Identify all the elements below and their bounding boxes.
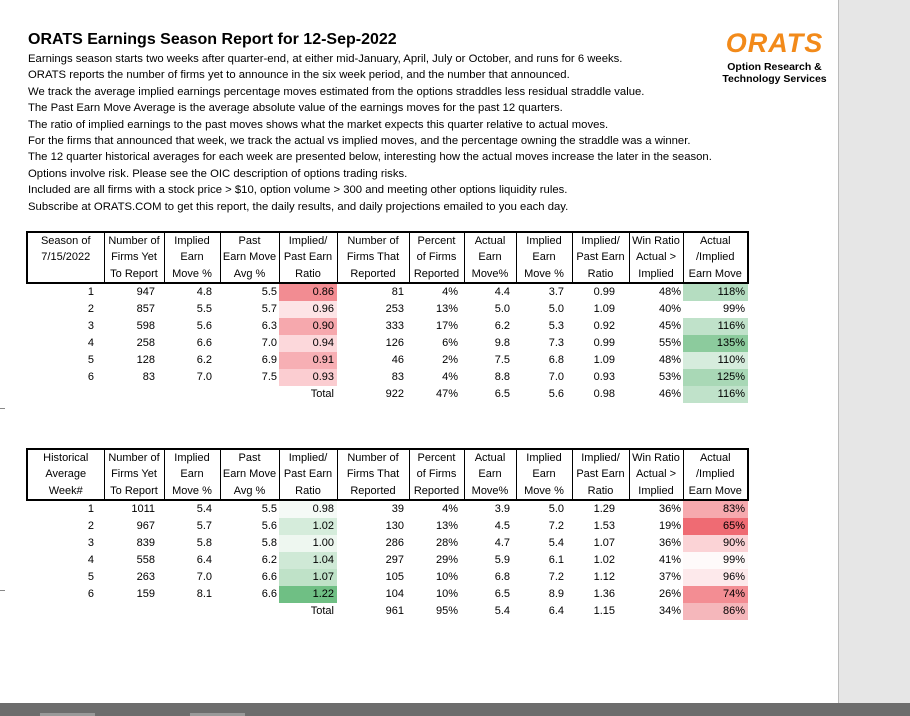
- table-cell: 39: [391, 503, 404, 516]
- table-cell: 53%: [658, 371, 681, 384]
- empty-cell: [27, 603, 104, 620]
- table-cell: 3: [87, 320, 94, 333]
- empty-cell: [220, 386, 279, 403]
- table-cell: 37%: [658, 571, 681, 584]
- column-header: Move %: [164, 266, 220, 283]
- header-row: [27, 449, 748, 466]
- column-header: Avg %: [220, 483, 279, 500]
- total-cell: 1.15: [593, 605, 615, 618]
- table-cell: 6.4: [196, 554, 212, 567]
- total-row: [27, 603, 748, 620]
- table-cell: 6.6: [261, 571, 277, 584]
- table-cell: 5.7: [261, 303, 277, 316]
- table-cell: 5.5: [196, 303, 212, 316]
- table-cell: 5.0: [548, 503, 564, 516]
- column-header: Implied: [164, 232, 220, 249]
- column-header: Implied: [516, 232, 572, 249]
- table-cell: 8.8: [494, 371, 510, 384]
- column-header: Move %: [516, 266, 572, 283]
- table-cell: 126: [385, 337, 404, 350]
- table-cell: 6.1: [548, 554, 564, 567]
- table-cell: 110%: [683, 352, 748, 369]
- report-title: ORATS Earnings Season Report for 12-Sep-2022: [28, 31, 397, 48]
- logo-wordmark: ORATS: [725, 28, 824, 58]
- column-header: Earn Move: [220, 249, 279, 265]
- table-cell: 36%: [658, 503, 681, 516]
- table-cell: 558: [136, 554, 155, 567]
- column-header: Earn: [516, 249, 572, 265]
- table-cell: 41%: [658, 554, 681, 567]
- table-cell: 6.5: [494, 588, 510, 601]
- column-header: Earn: [164, 249, 220, 265]
- table-cell: 2%: [442, 354, 458, 367]
- table-cell: 0.92: [593, 320, 615, 333]
- table-cell: 8.1: [196, 588, 212, 601]
- table-cell: 4.7: [494, 537, 510, 550]
- column-header: Reported: [337, 266, 409, 283]
- column-header: Historical: [27, 449, 104, 466]
- empty-cell: [104, 603, 164, 620]
- column-header: Firms That: [337, 249, 409, 265]
- column-header: Season of: [27, 232, 104, 249]
- table-cell: 0.93: [593, 371, 615, 384]
- total-cell: 86%: [683, 603, 748, 620]
- table-cell: 0.93: [279, 369, 337, 386]
- table-cell: 263: [136, 571, 155, 584]
- table-cell: 48%: [658, 286, 681, 299]
- intro-line: For the firms that announced that week, we track the actual vs implied moves, and the percentage owning the straddle was a winner.: [28, 135, 691, 148]
- table-cell: 13%: [435, 303, 458, 316]
- table-cell: 6.8: [494, 571, 510, 584]
- column-header: Actual: [683, 232, 748, 249]
- column-header: of Firms: [409, 249, 464, 265]
- table-cell: 130: [385, 520, 404, 533]
- table-cell: 1.22: [279, 586, 337, 603]
- table-cell: 5.9: [494, 554, 510, 567]
- table-cell: 1.07: [279, 569, 337, 586]
- table-cell: 3: [87, 537, 94, 550]
- table-cell: 1.02: [279, 518, 337, 535]
- column-header: Earn: [464, 249, 516, 265]
- total-cell: 95%: [435, 605, 458, 618]
- table-cell: 5.4: [548, 537, 564, 550]
- table-cell: 128: [136, 354, 155, 367]
- column-header: Implied: [629, 266, 683, 283]
- column-header: Actual: [683, 449, 748, 466]
- table-cell: 1.09: [593, 354, 615, 367]
- table-cell: 83: [391, 371, 404, 384]
- table-row: [27, 500, 748, 518]
- table-cell: 5.5: [261, 286, 277, 299]
- table-row: [27, 518, 748, 535]
- intro-line: Subscribe at ORATS.COM to get this report, the daily results, and daily projections emailed to you each day.: [28, 200, 569, 213]
- column-header: Implied: [164, 449, 220, 466]
- column-header: Earn Move: [683, 266, 748, 283]
- table-cell: 7.3: [548, 337, 564, 350]
- table-cell: 6.8: [548, 354, 564, 367]
- intro-line: The Past Earn Move Average is the average absolute value of the earnings moves for the past 12 quarters.: [28, 102, 563, 115]
- table-cell: 1: [87, 286, 94, 299]
- column-header: Past Earn: [572, 249, 629, 265]
- table-cell: 6.2: [196, 354, 212, 367]
- column-header: Win Ratio: [629, 449, 683, 466]
- intro-line: Options involve risk. Please see the OIC description of options trading risks.: [28, 167, 408, 180]
- column-header: Past Earn: [279, 466, 337, 482]
- table-cell: 1.07: [593, 537, 615, 550]
- table-row: [27, 335, 748, 352]
- empty-cell: [27, 386, 104, 403]
- table-cell: 0.99: [593, 337, 615, 350]
- table-cell: 83%: [683, 500, 748, 518]
- total-label: Total: [310, 605, 334, 618]
- table-cell: 857: [136, 303, 155, 316]
- table-cell: 1.36: [593, 588, 615, 601]
- column-header: Earn: [464, 466, 516, 482]
- table-cell: 7.0: [548, 371, 564, 384]
- table-cell: 8.9: [548, 588, 564, 601]
- column-header: Win Ratio: [629, 232, 683, 249]
- header-row: [27, 266, 748, 283]
- table-cell: 5.0: [548, 303, 564, 316]
- header-row: [27, 232, 748, 249]
- empty-cell: [104, 386, 164, 403]
- table-cell: 125%: [683, 369, 748, 386]
- table-cell: 6: [87, 371, 94, 384]
- season-table: [26, 231, 749, 403]
- table-cell: 99%: [683, 301, 748, 318]
- total-cell: 6.4: [548, 605, 564, 618]
- column-header: Number of: [337, 232, 409, 249]
- table-cell: 1.29: [593, 503, 615, 516]
- table-cell: 7.2: [548, 520, 564, 533]
- column-header: Actual: [464, 232, 516, 249]
- table-row: [27, 301, 748, 318]
- table-cell: 0.94: [279, 335, 337, 352]
- column-header: Number of: [104, 449, 164, 466]
- table-cell: 839: [136, 537, 155, 550]
- total-cell: 5.4: [494, 605, 510, 618]
- total-cell: 34%: [658, 605, 681, 618]
- total-cell: 6.5: [494, 388, 510, 401]
- intro-line: The 12 quarter historical averages for each week are presented below, interesting how the actual moves increase the later in the season.: [28, 151, 712, 164]
- intro-line: Included are all firms with a stock price > $10, option volume > 300 and meeting other options liquidity rules.: [28, 184, 568, 197]
- column-header: Number of: [337, 449, 409, 466]
- table-row: [27, 369, 748, 386]
- column-header: Actual >: [629, 466, 683, 482]
- table-cell: 5: [87, 354, 94, 367]
- table-cell: 5.8: [261, 537, 277, 550]
- column-header: of Firms: [409, 466, 464, 482]
- table-cell: 253: [385, 303, 404, 316]
- column-header: Reported: [409, 483, 464, 500]
- table-cell: 65%: [683, 518, 748, 535]
- total-row: [27, 386, 748, 403]
- table-cell: 1.53: [593, 520, 615, 533]
- header-row: [27, 483, 748, 500]
- table-cell: 1011: [131, 503, 155, 516]
- table-cell: 4.5: [494, 520, 510, 533]
- column-header: Reported: [337, 483, 409, 500]
- table-cell: 5.6: [261, 520, 277, 533]
- table-cell: 7.5: [261, 371, 277, 384]
- column-header: Past Earn: [572, 466, 629, 482]
- table-cell: 135%: [683, 335, 748, 352]
- table-cell: 6.2: [494, 320, 510, 333]
- column-header: Move %: [516, 483, 572, 500]
- column-header: /Implied: [683, 466, 748, 482]
- table-cell: 297: [385, 554, 404, 567]
- table-cell: 4.8: [196, 286, 212, 299]
- table-cell: 967: [136, 520, 155, 533]
- table-row: [27, 352, 748, 369]
- table-cell: 0.91: [279, 352, 337, 369]
- table-cell: 1.09: [593, 303, 615, 316]
- table-cell: 0.96: [279, 301, 337, 318]
- viewer-bottom-bar: [0, 703, 910, 716]
- table-cell: 947: [136, 286, 155, 299]
- total-cell: 47%: [435, 388, 458, 401]
- empty-cell: [164, 603, 220, 620]
- table-cell: 83: [142, 371, 155, 384]
- table-cell: 2: [87, 520, 94, 533]
- column-header: Firms Yet: [104, 249, 164, 265]
- table-cell: 9.8: [494, 337, 510, 350]
- column-header: Avg %: [220, 266, 279, 283]
- table-cell: 6: [87, 588, 94, 601]
- column-header: Earn: [164, 466, 220, 482]
- total-cell: 116%: [683, 386, 748, 403]
- table-cell: 6.6: [196, 337, 212, 350]
- table-cell: 10%: [435, 571, 458, 584]
- table-cell: 36%: [658, 537, 681, 550]
- column-header: Earn Move: [220, 466, 279, 482]
- column-header: Implied/: [572, 232, 629, 249]
- empty-cell: [164, 386, 220, 403]
- table-cell: 2: [87, 303, 94, 316]
- column-header: Implied/: [279, 449, 337, 466]
- table-cell: 5.3: [548, 320, 564, 333]
- table-cell: 5.6: [196, 320, 212, 333]
- table-cell: 1.12: [593, 571, 615, 584]
- table-cell: 55%: [658, 337, 681, 350]
- table-cell: 1.04: [279, 552, 337, 569]
- column-header: Ratio: [279, 266, 337, 283]
- intro-line: ORATS reports the number of firms yet to announce in the six week period, and the number that announced.: [28, 69, 570, 82]
- total-cell: 961: [385, 605, 404, 618]
- orats-logo: [712, 30, 837, 85]
- table-cell: 598: [136, 320, 155, 333]
- total-cell: 0.98: [593, 388, 615, 401]
- table-cell: 5.4: [196, 503, 212, 516]
- viewer-margin: [839, 0, 910, 703]
- table-cell: 7.0: [196, 371, 212, 384]
- column-header: Firms Yet: [104, 466, 164, 482]
- table-cell: 6%: [442, 337, 458, 350]
- total-cell: 922: [385, 388, 404, 401]
- column-header: Implied/: [572, 449, 629, 466]
- page-tick: [0, 590, 5, 591]
- table-cell: 4.4: [494, 286, 510, 299]
- intro-line: The ratio of implied earnings to the past moves shows what the market expects this quarter relative to actual moves.: [28, 118, 609, 131]
- table-cell: 5.0: [494, 303, 510, 316]
- table-cell: 7.0: [261, 337, 277, 350]
- page-tick: [0, 408, 5, 409]
- table-cell: 90%: [683, 535, 748, 552]
- column-header: Past Earn: [279, 249, 337, 265]
- table-cell: 7.5: [494, 354, 510, 367]
- column-header: Percent: [409, 232, 464, 249]
- table-cell: 333: [385, 320, 404, 333]
- table-cell: 0.99: [593, 286, 615, 299]
- table-cell: 17%: [435, 320, 458, 333]
- header-row: [27, 249, 748, 265]
- column-header: Past: [220, 449, 279, 466]
- column-header: Ratio: [572, 483, 629, 500]
- column-header: Move %: [164, 483, 220, 500]
- table-cell: 0.98: [279, 500, 337, 518]
- total-cell: 46%: [658, 388, 681, 401]
- table-row: [27, 586, 748, 603]
- table-cell: 105: [385, 571, 404, 584]
- column-header: Earn: [516, 466, 572, 482]
- table-cell: 1: [87, 503, 94, 516]
- table-cell: 7.2: [548, 571, 564, 584]
- column-header: Ratio: [572, 266, 629, 283]
- column-header: Implied: [516, 449, 572, 466]
- table-cell: 3.9: [494, 503, 510, 516]
- table-cell: 19%: [658, 520, 681, 533]
- table-cell: 5: [87, 571, 94, 584]
- table-cell: 4%: [442, 503, 458, 516]
- column-header: Past: [220, 232, 279, 249]
- table-cell: 4: [87, 337, 94, 350]
- logo-line1: Option Research &: [727, 61, 822, 73]
- table-cell: 45%: [658, 320, 681, 333]
- table-cell: 96%: [683, 569, 748, 586]
- table-cell: 0.86: [279, 283, 337, 301]
- table-cell: 4: [87, 554, 94, 567]
- table-cell: 1.02: [593, 554, 615, 567]
- total-label: Total: [310, 388, 334, 401]
- column-header: To Report: [104, 483, 164, 500]
- table-cell: 116%: [683, 318, 748, 335]
- table-cell: 40%: [658, 303, 681, 316]
- table-cell: 258: [136, 337, 155, 350]
- column-header: Number of: [104, 232, 164, 249]
- intro-text: [28, 51, 712, 215]
- table-cell: 28%: [435, 537, 458, 550]
- historical-table: [26, 448, 749, 620]
- intro-line: Earnings season starts two weeks after quarter-end, at either mid-January, April, July or October, and runs for 6 weeks.: [28, 53, 623, 65]
- table-cell: 74%: [683, 586, 748, 603]
- column-header: Reported: [409, 266, 464, 283]
- column-header: [27, 266, 104, 283]
- intro-line: We track the average implied earnings percentage moves estimated from the options straddles less residual straddle value.: [28, 85, 645, 98]
- table-cell: 104: [385, 588, 404, 601]
- table-cell: 6.9: [261, 354, 277, 367]
- logo-line2: Technology Services: [722, 73, 827, 85]
- table-cell: 13%: [435, 520, 458, 533]
- column-header: Earn Move: [683, 483, 748, 500]
- table-cell: 7.0: [196, 571, 212, 584]
- table-cell: 118%: [683, 283, 748, 301]
- table-cell: 26%: [658, 588, 681, 601]
- table-cell: 159: [136, 588, 155, 601]
- column-header: Ratio: [279, 483, 337, 500]
- column-header: Percent: [409, 449, 464, 466]
- table-cell: 1.00: [279, 535, 337, 552]
- table-row: [27, 552, 748, 569]
- column-header: Move%: [464, 483, 516, 500]
- header-row: [27, 466, 748, 482]
- table-row: [27, 569, 748, 586]
- column-header: 7/15/2022: [27, 249, 104, 265]
- column-header: Move%: [464, 266, 516, 283]
- table-cell: 0.90: [279, 318, 337, 335]
- table-cell: 4%: [442, 371, 458, 384]
- column-header: Average: [27, 466, 104, 482]
- column-header: Implied/: [279, 232, 337, 249]
- table-cell: 3.7: [548, 286, 564, 299]
- table-row: [27, 535, 748, 552]
- table-cell: 10%: [435, 588, 458, 601]
- column-header: To Report: [104, 266, 164, 283]
- column-header: Actual >: [629, 249, 683, 265]
- column-header: /Implied: [683, 249, 748, 265]
- table-cell: 46: [391, 354, 404, 367]
- table-row: [27, 283, 748, 301]
- table-cell: 5.8: [196, 537, 212, 550]
- table-cell: 99%: [683, 552, 748, 569]
- table-cell: 29%: [435, 554, 458, 567]
- table-cell: 5.7: [196, 520, 212, 533]
- column-header: Implied: [629, 483, 683, 500]
- table-cell: 5.5: [261, 503, 277, 516]
- table-row: [27, 318, 748, 335]
- table-cell: 286: [385, 537, 404, 550]
- table-cell: 6.2: [261, 554, 277, 567]
- column-header: Week#: [27, 483, 104, 500]
- total-cell: 5.6: [548, 388, 564, 401]
- empty-cell: [220, 603, 279, 620]
- table-cell: 6.3: [261, 320, 277, 333]
- table-cell: 48%: [658, 354, 681, 367]
- table-cell: 4%: [442, 286, 458, 299]
- column-header: Firms That: [337, 466, 409, 482]
- table-cell: 81: [391, 286, 404, 299]
- table-cell: 6.6: [261, 588, 277, 601]
- column-header: Actual: [464, 449, 516, 466]
